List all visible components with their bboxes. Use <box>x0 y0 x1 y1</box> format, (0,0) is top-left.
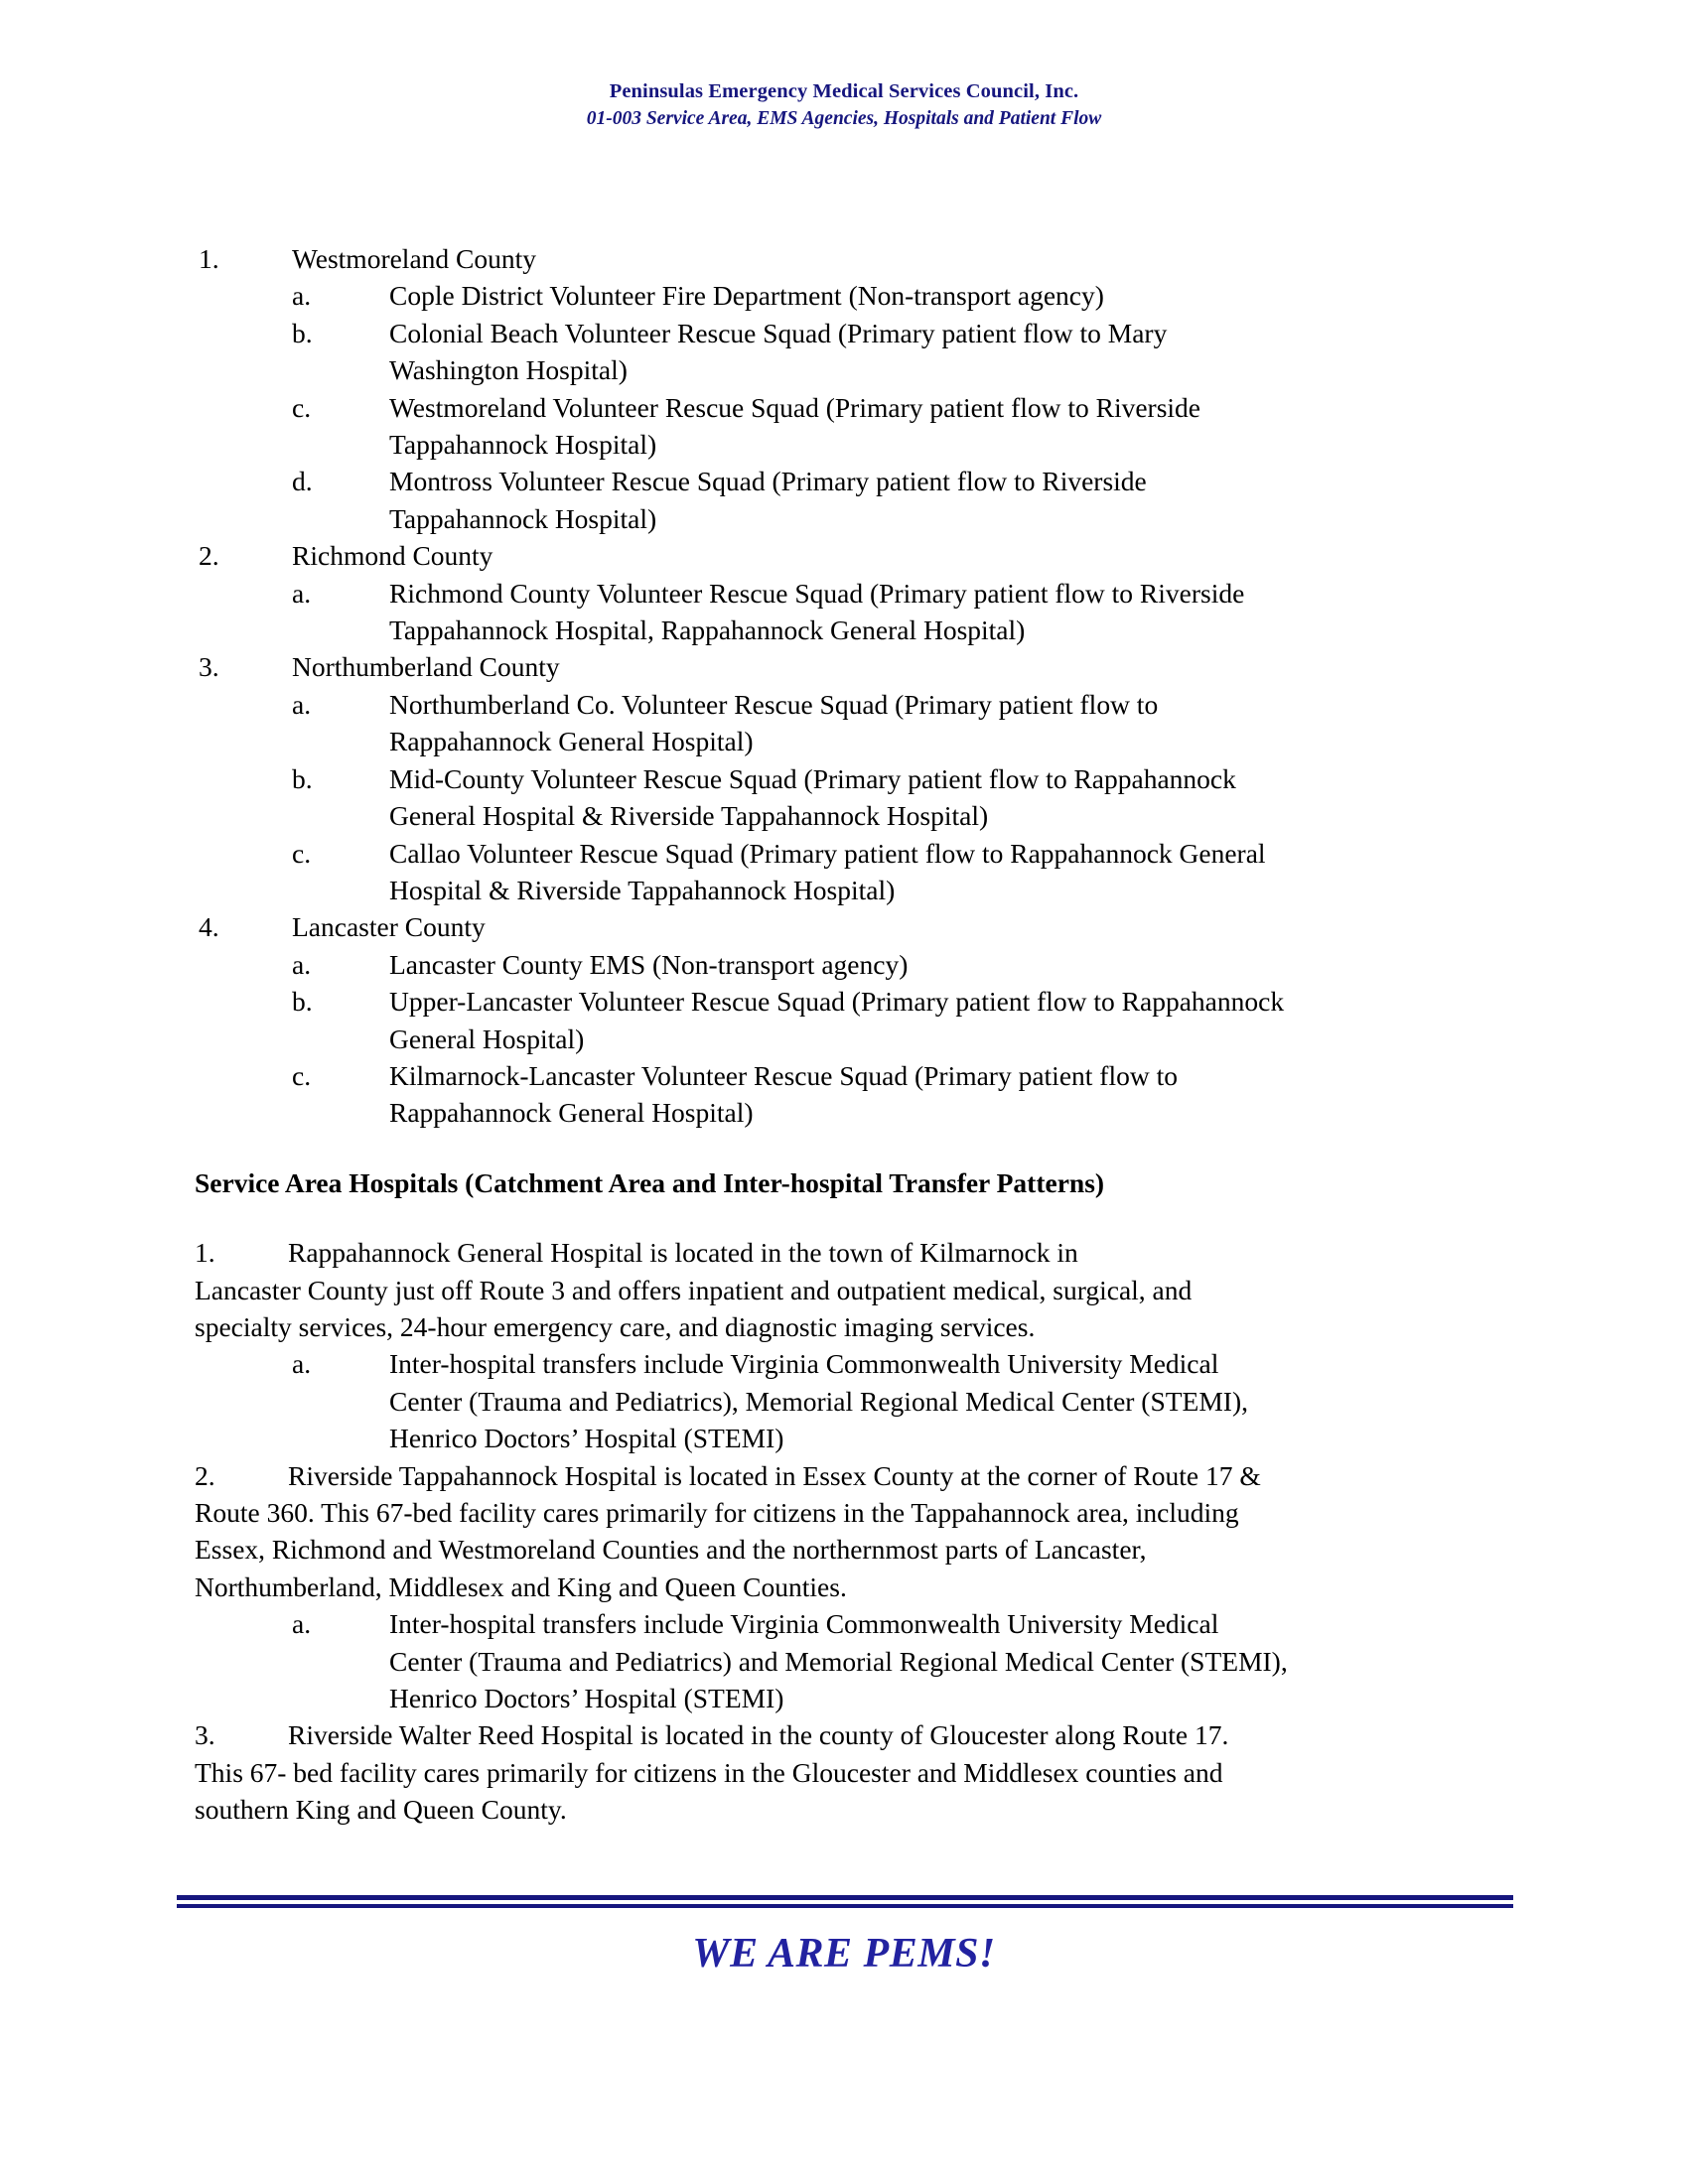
agency-text-line: General Hospital) <box>389 1023 585 1054</box>
hospital-text-line: This 67- bed facility cares primarily for citizens in the Gloucester and Middlesex counties and <box>195 1756 1223 1788</box>
hospital-continuation <box>195 1494 1480 1531</box>
header-organization-name: Peninsulas Emergency Medical Services Council, Inc. <box>609 80 1079 102</box>
hospital-text-line: Lancaster County just off Route 3 and offers inpatient and outpatient medical, surgical, and <box>195 1274 1193 1305</box>
footer-slogan: WE ARE PEMS! <box>692 1931 996 1977</box>
agency-marker: b. <box>292 762 313 794</box>
agency-continuation <box>195 500 1480 537</box>
hospital-text-line: southern King and Queen County. <box>195 1794 567 1826</box>
agency-text: Cople District Volunteer Fire Department (Non-transport agency) <box>389 280 1104 312</box>
hospital-transfer-item <box>195 1345 1480 1382</box>
agency-text-line: Kilmarnock-Lancaster Volunteer Rescue Squad (Primary patient flow to <box>389 1059 1178 1091</box>
hospital-continuation <box>195 1272 1480 1308</box>
agency-continuation <box>195 1094 1480 1131</box>
transfer-text-line: Center (Trauma and Pediatrics) and Memorial Regional Medical Center (STEMI), <box>389 1645 1288 1677</box>
hospital-item <box>195 1716 1480 1753</box>
agency-continuation <box>195 1021 1480 1057</box>
county-name: Northumberland County <box>292 651 560 683</box>
county-number: 1. <box>199 243 219 274</box>
transfer-text-line: Henrico Doctors’ Hospital (STEMI) <box>389 1423 784 1454</box>
hospital-transfer-continuation <box>195 1680 1480 1716</box>
hospital-item <box>195 1234 1480 1271</box>
agency-item <box>195 983 1480 1020</box>
transfer-text-line: Inter-hospital transfers include Virginia Commonwealth University Medical <box>389 1348 1219 1380</box>
agency-marker: a. <box>292 948 312 980</box>
county-number: 2. <box>199 540 219 572</box>
agency-text: Lancaster County EMS (Non-transport agency) <box>389 948 909 980</box>
county-name: Lancaster County <box>292 911 486 943</box>
agency-text-line: Tappahannock Hospital) <box>389 502 657 534</box>
document-body <box>195 240 1480 1829</box>
transfer-text-line: Center (Trauma and Pediatrics), Memorial Regional Medical Center (STEMI), <box>389 1385 1249 1417</box>
agency-marker: a. <box>292 688 312 720</box>
agency-continuation <box>195 797 1480 834</box>
hospital-transfer-continuation <box>195 1643 1480 1680</box>
agency-item <box>195 686 1480 723</box>
agency-marker: b. <box>292 986 313 1018</box>
hospital-text-line: specialty services, 24-hour emergency care, and diagnostic imaging services. <box>195 1310 1036 1342</box>
agency-text-line: Colonial Beach Volunteer Rescue Squad (Primary patient flow to Mary <box>389 317 1168 348</box>
agency-marker: b. <box>292 317 313 348</box>
hospital-text-line: Rappahannock General Hospital is located in the town of Kilmarnock in <box>288 1237 1078 1269</box>
hospital-number: 1. <box>195 1237 215 1269</box>
agency-marker: a. <box>292 577 312 609</box>
header-document-title: 01-003 Service Area, EMS Agencies, Hospitals and Patient Flow <box>586 107 1102 129</box>
agency-item <box>195 389 1480 426</box>
county-name: Westmoreland County <box>292 243 537 274</box>
agency-text-line: Rappahannock General Hospital) <box>389 726 754 757</box>
transfer-text-line: Inter-hospital transfers include Virginia Commonwealth University Medical <box>389 1608 1219 1640</box>
agency-text-line: Hospital & Riverside Tappahannock Hospital) <box>389 874 896 905</box>
agency-marker: a. <box>292 280 312 312</box>
agency-marker: c. <box>292 1059 312 1091</box>
hospital-number: 3. <box>195 1719 215 1751</box>
county-number: 4. <box>199 911 219 943</box>
agency-text-line: Rappahannock General Hospital) <box>389 1097 754 1129</box>
agency-item <box>195 315 1480 351</box>
county-item <box>195 648 1480 685</box>
transfer-text-line: Henrico Doctors’ Hospital (STEMI) <box>389 1683 784 1714</box>
agency-item <box>195 835 1480 872</box>
hospital-text-line: Riverside Tappahannock Hospital is located in Essex County at the corner of Route 17 & <box>288 1459 1261 1491</box>
agency-item <box>195 575 1480 612</box>
section-heading-service-area-hospitals: Service Area Hospitals (Catchment Area and Inter-hospital Transfer Patterns) <box>195 1166 1105 1198</box>
agency-text-line: General Hospital & Riverside Tappahannock Hospital) <box>389 800 989 832</box>
footer-divider <box>177 1895 1513 1908</box>
hospital-transfer-continuation <box>195 1383 1480 1420</box>
county-item <box>195 240 1480 277</box>
hospital-number: 2. <box>195 1459 215 1491</box>
agency-item <box>195 277 1480 314</box>
footer-rule-thin <box>177 1904 1513 1908</box>
agency-text-line: Upper-Lancaster Volunteer Rescue Squad (Primary patient flow to Rappahannock <box>389 986 1285 1018</box>
agency-text-line: Richmond County Volunteer Rescue Squad (Primary patient flow to Riverside <box>389 577 1245 609</box>
hospital-text-line: Essex, Richmond and Westmoreland Counties and the northernmost parts of Lancaster, <box>195 1534 1147 1566</box>
transfer-marker: a. <box>292 1608 312 1640</box>
hospital-transfer-continuation <box>195 1420 1480 1456</box>
agency-continuation <box>195 351 1480 388</box>
agency-marker: c. <box>292 391 312 423</box>
hospital-continuation <box>195 1569 1480 1605</box>
hospital-text-line: Route 360. This 67-bed facility cares primarily for citizens in the Tappahannock area, including <box>195 1497 1239 1528</box>
hospital-continuation <box>195 1791 1480 1828</box>
agency-continuation <box>195 612 1480 648</box>
county-item <box>195 537 1480 574</box>
agency-text-line: Washington Hospital) <box>389 354 628 386</box>
agency-item <box>195 1057 1480 1094</box>
agency-continuation <box>195 426 1480 463</box>
agency-text-line: Callao Volunteer Rescue Squad (Primary patient flow to Rappahannock General <box>389 837 1266 869</box>
agency-text-line: Montross Volunteer Rescue Squad (Primary patient flow to Riverside <box>389 466 1147 497</box>
agency-text-line: Northumberland Co. Volunteer Rescue Squad (Primary patient flow to <box>389 688 1159 720</box>
county-item <box>195 908 1480 945</box>
agency-text-line: Tappahannock Hospital) <box>389 429 657 461</box>
agency-item <box>195 463 1480 499</box>
agency-item <box>195 946 1480 983</box>
agency-item <box>195 760 1480 797</box>
hospital-continuation <box>195 1531 1480 1568</box>
document-header <box>0 79 1688 131</box>
county-number: 3. <box>199 651 219 683</box>
hospital-continuation <box>195 1754 1480 1791</box>
hospital-text-line: Northumberland, Middlesex and King and Queen Counties. <box>195 1570 847 1602</box>
agency-text-line: Westmoreland Volunteer Rescue Squad (Primary patient flow to Riverside <box>389 391 1201 423</box>
agency-continuation <box>195 872 1480 908</box>
agency-text-line: Mid-County Volunteer Rescue Squad (Primary patient flow to Rappahannock <box>389 762 1236 794</box>
county-name: Richmond County <box>292 540 493 572</box>
hospital-transfer-item <box>195 1605 1480 1642</box>
hospital-text-line: Riverside Walter Reed Hospital is located in the county of Gloucester along Route 17. <box>288 1719 1229 1751</box>
agency-continuation <box>195 723 1480 759</box>
hospital-item <box>195 1457 1480 1494</box>
agency-marker: d. <box>292 466 313 497</box>
hospital-continuation <box>195 1308 1480 1345</box>
agency-text-line: Tappahannock Hospital, Rappahannock General Hospital) <box>389 614 1026 646</box>
transfer-marker: a. <box>292 1348 312 1380</box>
agency-marker: c. <box>292 837 312 869</box>
